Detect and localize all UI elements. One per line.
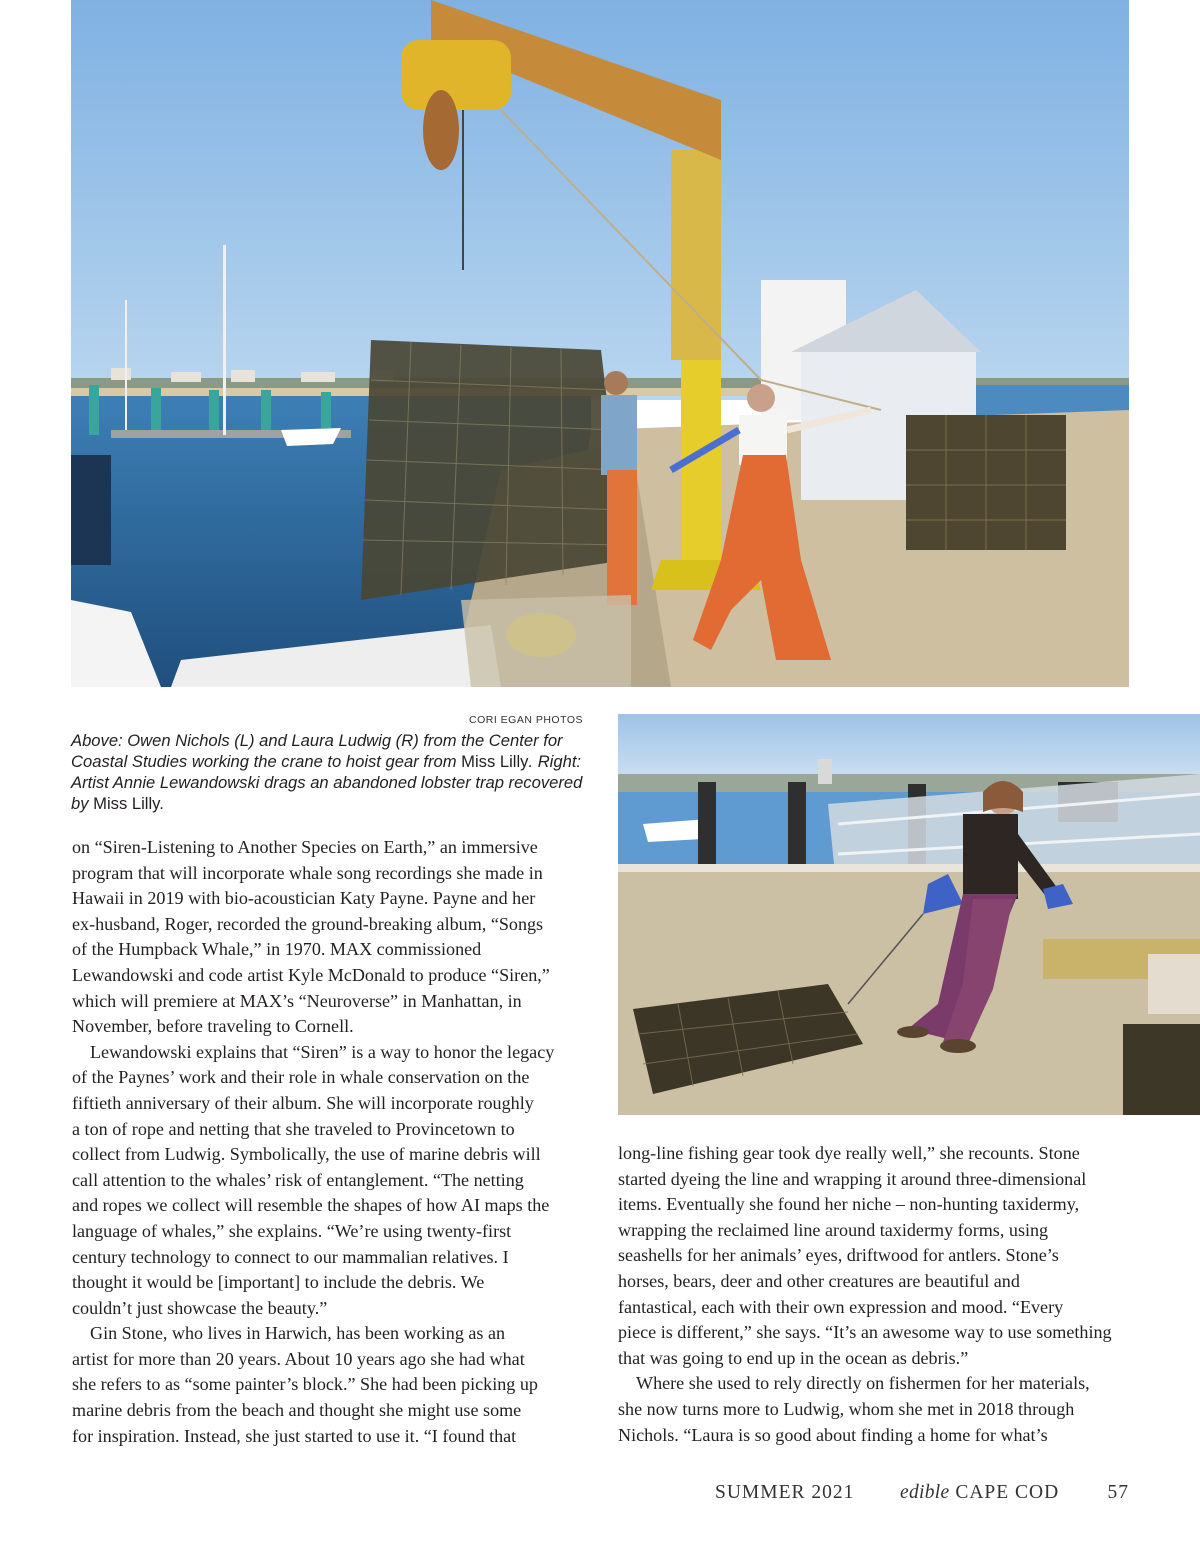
footer-magazine-name — [900, 1482, 1059, 1504]
photo-credit: CORI EGAN PHOTOS — [469, 714, 583, 726]
photo-caption — [71, 730, 591, 814]
article-paragraph: long-line fishing gear took dye really well,” she recounts. Stone started dyeing the line and wrapping it around three-dimensional items. Eventually she found her niche – non-hunting taxidermy, wrapping the reclaimed line around taxidermy forms, using seashells for her animals’ eyes, driftwood for antlers. Stone’s horses, bears, deer and other creatures are beautiful and fantastical, each with their own expression and mood. “Every piece is different,” she says. “It’s an awesome way to use something that was going to end up in the ocean as debris.” — [618, 1143, 1112, 1368]
caption-text-part3: . Right: Artist Annie Lewandowski drags an abandoned lobster trap recovered by — [71, 752, 583, 813]
article-paragraph: on “Siren-Listening to Another Species on Earth,” an immersive program that will incorporate whale song recordings she made in Hawaii in 2019 with bio-acoustician Katy Payne. Payne and her ex-husband, Roger, recorded the ground-breaking album, “Songs of the Humpback Whale,” in 1970. MAX commissioned Lewandowski and code artist Kyle McDonald to produce “Siren,” which will premiere at MAX’s “Neuroverse” in Manhattan, in November, before traveling to Cornell. — [72, 837, 550, 1037]
article-column-right — [618, 1141, 1136, 1448]
article-column-left — [72, 835, 580, 1449]
footer-brand-rest: CAPE COD — [949, 1482, 1060, 1503]
article-paragraph: Gin Stone, who lives in Harwich, has been working as an artist for more than 20 years. About 10 years ago she had what she refers to as “some painter’s block.” She had been picking up marine debris from the beach and thought she might use some for inspiration. Instead, she just started to use it. “I found that — [72, 1323, 538, 1446]
dragging-photo-illustration — [618, 714, 1200, 1115]
caption-text-part5: . — [159, 794, 164, 813]
photo-artist-dragging-trap — [618, 714, 1200, 1115]
footer-brand-italic: edible — [900, 1482, 950, 1503]
article-paragraph: Lewandowski explains that “Siren” is a way to honor the legacy of the Paynes’ work and their role in whale conservation on the fiftieth anniversary of their album. She will incorporate roughly a ton of rope and netting that she traveled to Provincetown to collect from Ludwig. Symbolically, the use of marine debris will call attention to the whales’ risk of entanglement. “The netting and ropes we collect will resemble the shapes of how AI maps the language of whales,” she explains. “We’re using twenty-first century technology to connect to our mammalian relatives. I thought it would be [important] to include the debris. We couldn’t just showcase the beauty.” — [72, 1041, 555, 1318]
footer-page-number: 57 — [1107, 1482, 1129, 1503]
caption-text-part1: Above: Owen Nichols (L) and Laura Ludwig (R) from the Center for Coastal Studies working the crane to hoist gear from — [71, 731, 563, 771]
page-footer — [715, 1482, 1129, 1506]
article-paragraph: Where she used to rely directly on fishermen for her materials, she now turns more to Ludwig, whom she met in 2018 through Nichols. “Laura is so good about finding a home for what’s — [618, 1373, 1090, 1445]
photo-crane-hoisting-traps — [71, 0, 1129, 687]
caption-boat-name-1: Miss Lilly — [461, 752, 529, 771]
caption-boat-name-2: Miss Lilly — [93, 794, 160, 813]
crane-photo-illustration — [71, 0, 1129, 687]
footer-issue: SUMMER 2021 — [715, 1482, 855, 1503]
